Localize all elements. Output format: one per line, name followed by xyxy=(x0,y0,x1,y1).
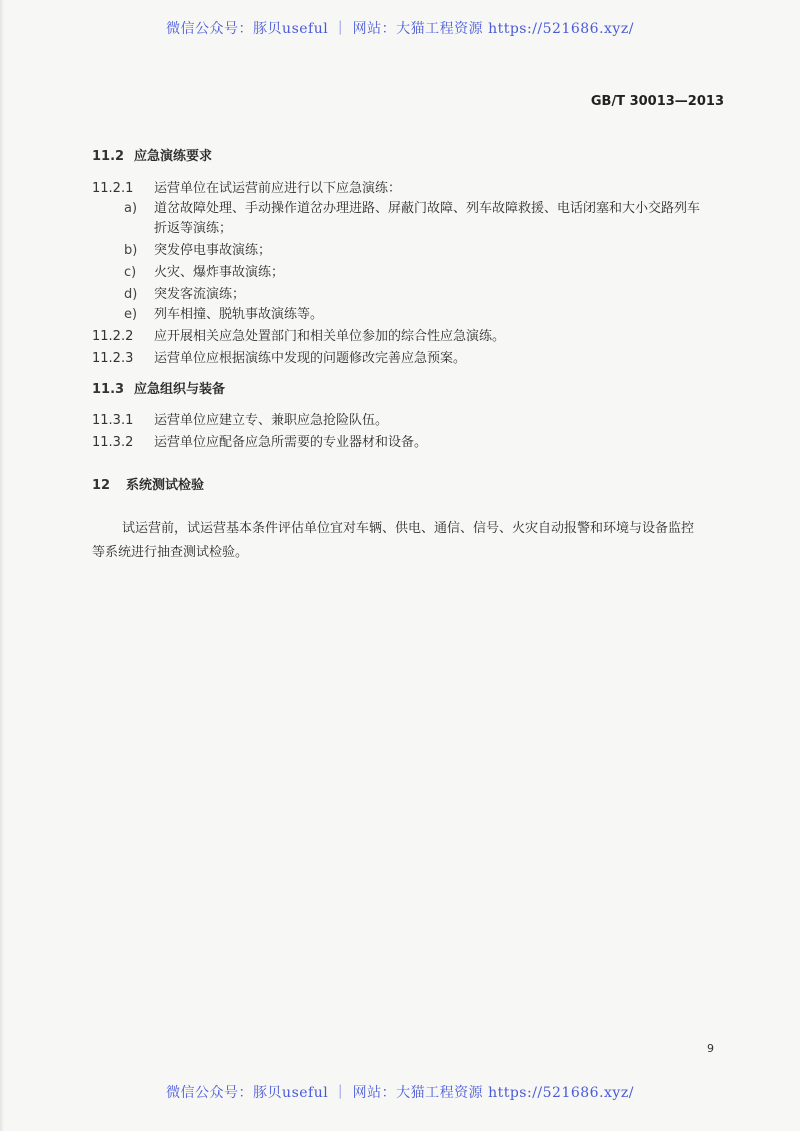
clause-11-2-1 xyxy=(92,180,401,198)
section-11-2-heading xyxy=(92,148,212,166)
list-item-d xyxy=(124,286,245,304)
section-11-3-heading xyxy=(92,381,225,399)
list-item-e xyxy=(124,306,323,324)
section-number: 11.2 xyxy=(92,149,125,164)
section-number: 11.3 xyxy=(92,382,125,397)
list-item-a xyxy=(124,200,700,218)
clause-11-3-2 xyxy=(92,434,427,452)
section-title: 应急演练要求 xyxy=(134,149,213,164)
section-number: 12 xyxy=(92,478,111,493)
clause-number: 11.3.2 xyxy=(92,435,134,450)
clause-text: 运营单位应建立专、兼职应急抢险队伍。 xyxy=(154,413,389,428)
clause-11-3-1 xyxy=(92,412,388,430)
item-text: 突发停电事故演练； xyxy=(154,243,272,258)
section-12-heading xyxy=(92,477,204,495)
section-title: 系统测试检验 xyxy=(126,478,205,493)
clause-11-2-3 xyxy=(92,350,466,368)
item-letter: b) xyxy=(124,243,138,258)
clause-text: 运营单位应配备应急所需要的专业器材和设备。 xyxy=(154,435,428,450)
item-text: 列车相撞、脱轨事故演练等。 xyxy=(154,307,324,322)
standard-code: GB/T 30013—2013 xyxy=(590,94,724,109)
clause-number: 11.2.3 xyxy=(92,351,134,366)
list-item-c xyxy=(124,264,284,282)
watermark-bottom: 微信公众号：豚贝useful ｜ 网站：大猫工程资源 https://521686.xyz/ xyxy=(166,1085,634,1101)
item-letter: d) xyxy=(124,287,138,302)
clause-text: 运营单位应根据演练中发现的问题修改完善应急预案。 xyxy=(154,351,467,366)
clause-number: 11.2.1 xyxy=(92,181,134,196)
scan-edge-shadow xyxy=(0,0,4,1131)
item-letter: c) xyxy=(124,265,137,280)
item-text: 道岔故障处理、手动操作道岔办理进路、屏蔽门故障、列车故障救援、电话闭塞和大小交路列车 xyxy=(154,201,701,216)
clause-11-2-2 xyxy=(92,328,505,346)
item-text: 突发客流演练； xyxy=(154,287,246,302)
clause-text: 运营单位在试运营前应进行以下应急演练： xyxy=(154,181,402,196)
clause-number: 11.3.1 xyxy=(92,413,134,428)
clause-text: 应开展相关应急处置部门和相关单位参加的综合性应急演练。 xyxy=(154,329,506,344)
item-letter: a) xyxy=(124,201,138,216)
clause-number: 11.2.2 xyxy=(92,329,134,344)
page-number: 9 xyxy=(707,1042,714,1055)
item-text: 火灾、爆炸事故演练； xyxy=(154,265,285,280)
section-12-body-line2: 等系统进行抽查测试检验。 xyxy=(92,545,249,560)
list-item-a-continued: 折返等演练； xyxy=(154,221,233,236)
item-letter: e) xyxy=(124,307,138,322)
section-title: 应急组织与装备 xyxy=(134,382,226,397)
list-item-b xyxy=(124,242,271,260)
watermark-top: 微信公众号：豚贝useful ｜ 网站：大猫工程资源 https://521686.xyz/ xyxy=(166,21,634,37)
section-12-body-line1: 试运营前，试运营基本条件评估单位宜对车辆、供电、通信、信号、火灾自动报警和环境与设备监控 xyxy=(122,521,695,536)
